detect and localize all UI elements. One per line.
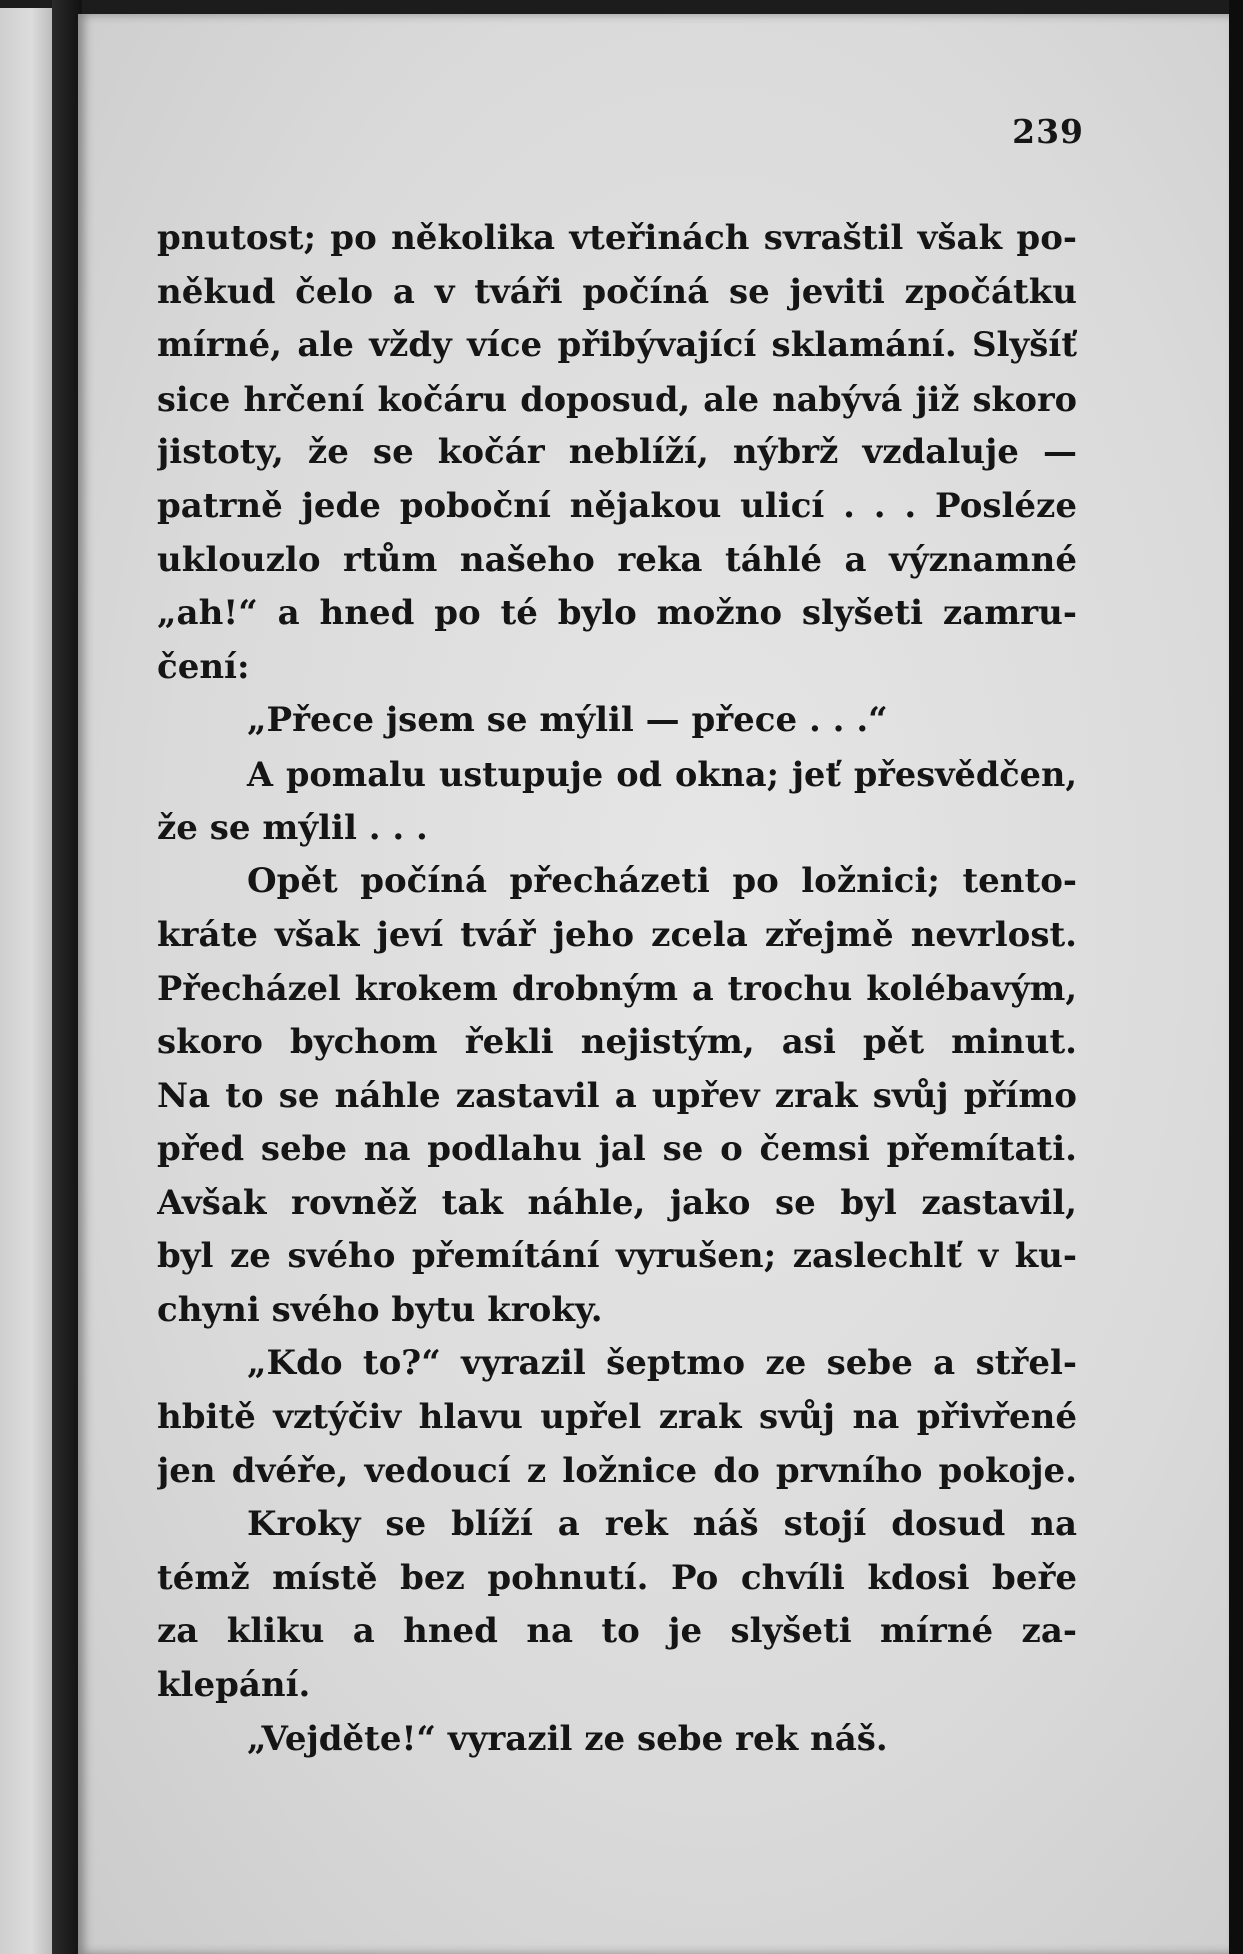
text-line: kráte však jeví tvář jeho zcela zřejmě nevrlost.	[157, 914, 1077, 955]
text-line: že se mýlil . . .	[157, 807, 428, 848]
text-line: „Přece jsem se mýlil — přece . . .“	[247, 700, 888, 741]
text-line: chyni svého bytu kroky.	[157, 1289, 603, 1330]
text-line: byl ze svého přemítání vyrušen; zaslechlť v ku-	[157, 1236, 1077, 1277]
text-line: klepání.	[157, 1665, 311, 1706]
text-line: někud čelo a v tváři počíná se jeviti zpočátku	[157, 271, 1077, 312]
text-line: patrně jede poboční nějakou ulicí . . . Posléze	[157, 485, 1077, 526]
text-line: sice hrčení kočáru doposud, ale nabývá již skoro	[157, 379, 1077, 419]
text-line: témž místě bez pohnutí. Po chvíli kdosi beře	[157, 1557, 1077, 1598]
text-line: „ah!“ a hned po té bylo možno slyšeti zamru-	[157, 593, 1077, 634]
text-line: Přecházel krokem drobným a trochu kolébavým,	[157, 969, 1077, 1009]
text-line: za kliku a hned na to je slyšeti mírné za-	[157, 1611, 1077, 1652]
text-line: „Vejděte!“ vyrazil ze sebe rek náš.	[247, 1718, 888, 1759]
text-line: Avšak rovněž tak náhle, jako se byl zastavil,	[157, 1182, 1077, 1223]
text-line: A pomalu ustupuje od okna; jeť přesvědčen,	[247, 754, 1077, 794]
text-line: před sebe na podlahu jal se o čemsi přemítati.	[157, 1129, 1077, 1170]
text-line: Kroky se blíží a rek náš stojí dosud na	[247, 1504, 1077, 1545]
text-line: čení:	[157, 646, 250, 687]
text-line: jistoty, že se kočár neblíží, nýbrž vzdaluje —	[157, 432, 1077, 473]
body-text	[157, 212, 1077, 1766]
text-line: Na to se náhle zastavil a upřev zrak svůj přímo	[157, 1075, 1077, 1116]
text-line: „Kdo to?“ vyrazil šeptmo ze sebe a střel-	[247, 1343, 1077, 1384]
text-line: jen dvéře, vedoucí z ložnice do prvního pokoje.	[157, 1450, 1077, 1491]
text-line: mírné, ale vždy více přibývající sklamání. Slyšíť	[157, 325, 1077, 366]
text-line: Opět počíná přecházeti po ložnici; tento-	[247, 861, 1077, 902]
text-line: hbitě vztýčiv hlavu upřel zrak svůj na přivřené	[157, 1397, 1077, 1438]
scan-border	[1229, 0, 1243, 1954]
page-number: 239	[1012, 112, 1084, 151]
text-line: pnutost; po několika vteřinách svraštil však po-	[157, 218, 1077, 258]
text-line: skoro bychom řekli nejistým, asi pět minut.	[157, 1021, 1077, 1062]
text-line: uklouzlo rtům našeho reka táhlé a významné	[157, 539, 1077, 580]
previous-page-edge	[0, 8, 52, 1954]
